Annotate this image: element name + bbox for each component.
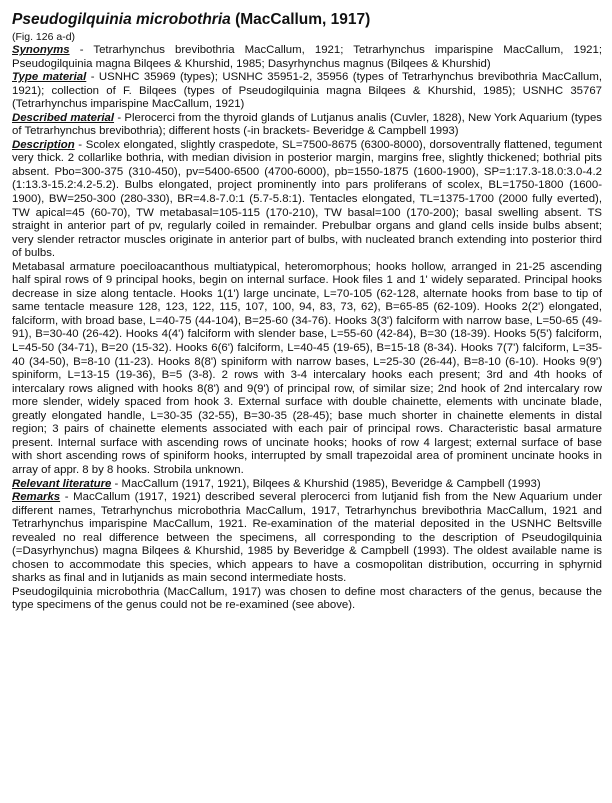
type-material-text: - USNHC 35969 (types); USNHC 35951-2, 35956 (types of Tetrarhynchus brevibothria MacCallum, 1921); collection of F. Bilqees (types of Pseudogilquinia magna Bilqees & Khurshid, 1985); USNHC 35767 (Tetrarhynchus imparispine MacCallum, 1921) (12, 71, 602, 111)
remarks-label: Remarks (12, 491, 61, 504)
described-material-label: Described material (12, 111, 115, 124)
relevant-literature-label: Relevant literature (12, 477, 112, 490)
description-text: - Scolex elongated, slightly craspedote, SL=7500-8675 (6300-8000), dorsoventrally flattened, tegument very thick. 2 collarlike bothria, with median division in posterior margin, margins free, slightly thickened; bothrial pits absent. Pbo=300-375 (310-450), pv=5400-6500 (4700-6000), pb=1550-1875 (1600-1900), SP=1:17.3-18.0:3.0-4.2 (1:13.3-15.2:4.2-5.2). Bulbs elongated, project prominently into pars proliferans of scolex, BL=1750-1800 (1600-1900), BW=250-300 (280-330), BR=4.8-7.0:1 (5.7-5.8:1). Tentacles elongated, TL=1375-1700 (2000 fully everted), TW apical=45 (60-70), TW metabasal=105-115 (170-210), TW basal=100 (170-200); basal swelling absent. TS straight in anterior part of pv, regularly coiled in remainder. Prebulbar organs and gland cells inside bulbs absent; very slender retractor muscles originate in anterior part of bulbs, with nucleated branch extending into posterior third of bulbs. (12, 138, 602, 260)
type-material-paragraph (12, 71, 602, 112)
species-name: Pseudogilquinia microbothria (12, 11, 231, 28)
figure-reference: (Fig. 126 a-d) (12, 31, 76, 43)
closing-paragraph: Pseudogilquinia microbothria (MacCallum, 1917) was chosen to define most characters of the genus, because the type specimens of the genus could not be re-examined (see above). (12, 585, 602, 612)
described-material-paragraph (12, 112, 602, 139)
type-material-label: Type material (12, 71, 87, 84)
described-material-text: - Plerocerci from the thyroid glands of Lutjanus analis (Cuvler, 1828), New York Aquarium (types of Tetrarhynchus brevibothria); different hosts (-in brackets- Beveridge & Campbell 1993) (12, 111, 602, 138)
armature-paragraph: Metabasal armature poeciloacanthous multiatypical, heteromorphous; hooks hollow, arranged in 21-25 ascending half spiral rows of 9 principal hooks, begin on internal surface. Hook files 1 and 1' widely separated. Principal hooks decrease in size along tentacle. Hooks 1(1') large uncinate, L=70-105 (62-128, alternate hooks from base to tip of same tentacle measure 128, 123, 122, 115, 107, 100, 94, 83, 73, 62), B=65-85 (62-109). Hooks 2(2') elongated, falciform, with broad base, L=40-75 (44-104), B=25-60 (34-76). Hooks 3(3') falciform with narrow base, L=50-65 (49-91), B=30-40 (26-42). Hooks 4(4') falciform with slender base, L=55-60 (42-84), B=30 (18-39). Hooks 5(5') falciform, L=45-50 (34-71), B=20 (15-32). Hooks 6(6') falciform, L=40-45 (19-65), B=15-18 (8-34). Hooks 7(7') falciform, L=35-40 (34-50), B=8-10 (11-23). Hooks 8(8') spiniform with narrow bases, L=25-30 (26-44), B=8-10 (6-10). Hooks 9(9') spiniform, L=13-15 (19-36), B=5 (3-8). 2 rows with 3-4 intercalary hooks each present; 3rd and 4th hooks of intercalary rows aligned with hooks 8(8') and 9(9') of principal row, of similar size; 2nd hook of 2nd intercalary row more slender, widely spaced from hook 3. External surface with double chainette, elements with uncinate blade, greatly elongated handle, L=30-35 (32-55), B=30-35 (28-45); base much shorter in chainette elements in distal region; 3 pairs of chainette elements associated with each pair of principal rows. Characteristic basal armature present. Internal surface with ascending rows of uncinate hooks; hooks of row 4 largest; external surface of base with short ascending rows of spiniform hooks, interrupted by small trapezoidal area of prominent uncinate hooks in array of appr. 8 by 8 hooks. Strobila unknown. (12, 260, 602, 476)
synonyms-label: Synonyms (12, 44, 70, 56)
relevant-literature-text: - MacCallum (1917, 1921), Bilqees & Khurshid (1985), Beveridge & Campbell (1993) (111, 477, 541, 490)
description-label: Description (12, 138, 75, 151)
relevant-literature-paragraph (12, 478, 602, 492)
synonyms-paragraph (12, 44, 602, 71)
remarks-text: - MacCallum (1917, 1921) described several plerocerci from lutjanid fish from the New Aquarium under different names, Tetrarhynchus microbothria MacCallum, 1917, Tetrarhynchus brevibothria MacCallum, 1921 and Tetrarhynchus imparispine MacCallum, 1921. Re-examination of the material deposited in the USNHC Beltsville revealed no real difference between the specimens, all corresponding to the description of Pseudogilquinia (=Dasyrhynchus) magna Bilqees & Khurshid, 1985 by Beveridge & Campbell (1993). The oldest available name is chosen to accommodate this species, which appears to have a cosmopolitan distribution, occurring in sphyrnid sharks as final and in lutjanids as main second intermediate hosts. (12, 491, 602, 585)
description-paragraph (12, 139, 602, 261)
species-authority: (MacCallum, 1917) (235, 11, 371, 28)
species-title (12, 10, 602, 29)
synonyms-text: - Tetrarhynchus brevibothria MacCallum, 1921; Tetrarhynchus imparispine MacCallum, 1921; Pseudogilquinia magna Bilqees & Khurshid, 1985; Dasyrhynchus magnus (Bilqees & Khurshid) (12, 44, 602, 70)
remarks-paragraph (12, 491, 602, 586)
